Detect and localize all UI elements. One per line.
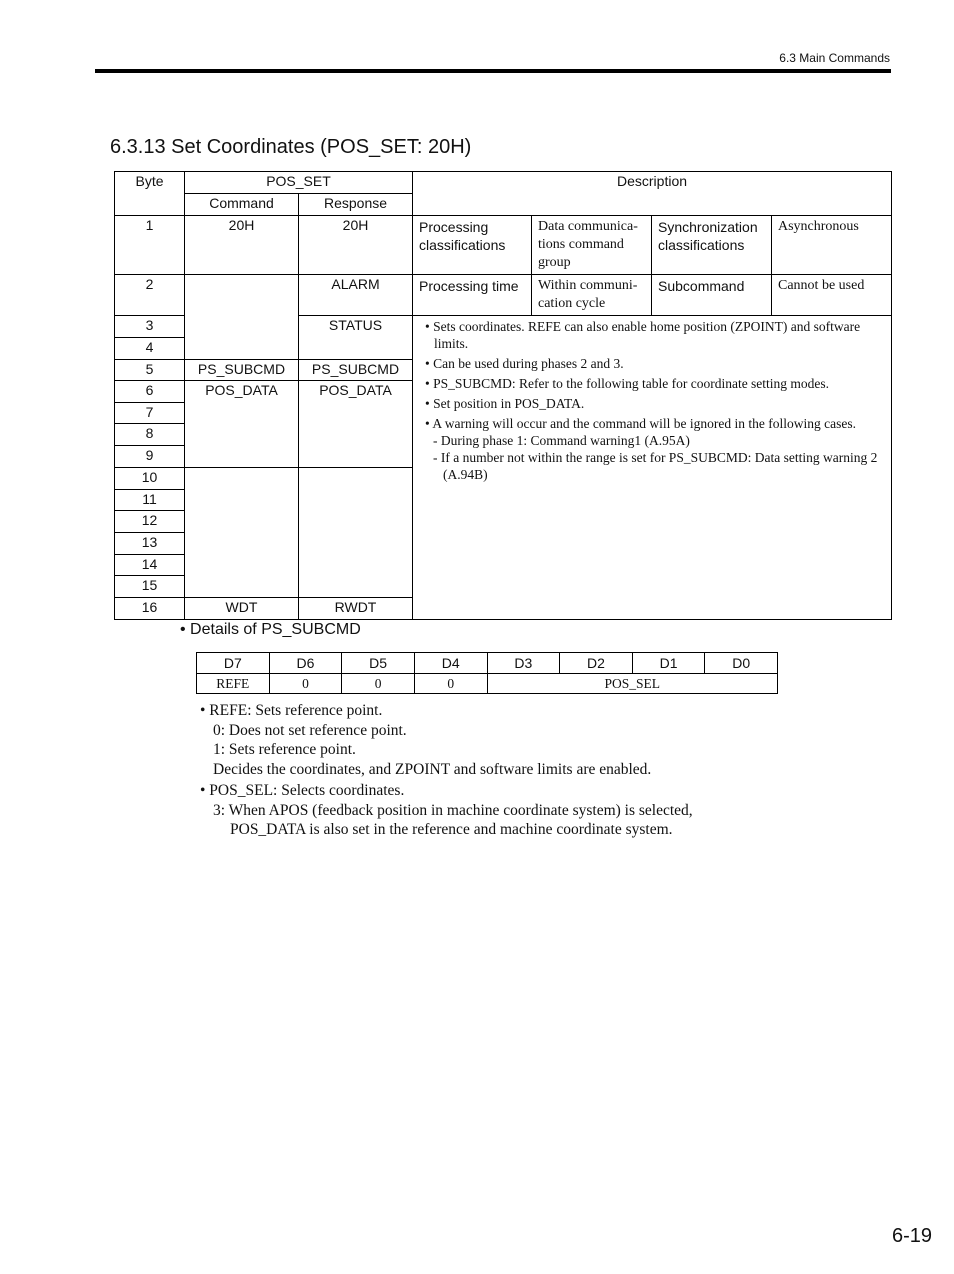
- proc-time-label: Processing time: [413, 275, 532, 316]
- ps-subcmd-bit-table: [196, 652, 778, 694]
- command-cell: 20H: [185, 216, 299, 275]
- description-subitem: - If a number not within the range is set for PS_SUBCMD: Data setting warning 2 (A.94B): [433, 450, 878, 482]
- response-header: Response: [299, 194, 413, 216]
- byte-cell: 9: [115, 446, 185, 468]
- section-title: 6.3.13 Set Coordinates (POS_SET: 20H): [110, 136, 472, 158]
- subcommand-label: Subcommand: [652, 275, 772, 316]
- response-cell: STATUS: [299, 316, 413, 360]
- description-bullet: • Can be used during phases 2 and 3.: [425, 356, 624, 371]
- command-header: Command: [185, 194, 299, 216]
- byte-cell: 16: [115, 598, 185, 620]
- note-line: • REFE: Sets reference point.: [200, 702, 383, 719]
- byte-cell: 5: [115, 360, 185, 381]
- bit-header: D1: [632, 653, 705, 674]
- note-line: Decides the coordinates, and ZPOINT and software limits are enabled.: [213, 761, 652, 779]
- bit-header: D7: [197, 653, 270, 674]
- bit-header: D6: [269, 653, 342, 674]
- pos-set-header: POS_SET: [185, 172, 413, 194]
- byte-cell: 15: [115, 576, 185, 598]
- response-cell: ALARM: [299, 275, 413, 316]
- byte-cell: 4: [115, 338, 185, 360]
- byte-cell: 12: [115, 511, 185, 533]
- sync-class-label: Synchronization classifications: [652, 216, 772, 275]
- description-bullet: • Sets coordinates. REFE can also enable home position (ZPOINT) and software limits.: [425, 319, 861, 351]
- description-bullet: • PS_SUBCMD: Refer to the following table for coordinate setting modes.: [425, 376, 830, 391]
- header-rule: [95, 69, 891, 73]
- response-cell: RWDT: [299, 598, 413, 620]
- proc-class-label: Processing classifications: [413, 216, 532, 275]
- description-header: Description: [413, 172, 892, 216]
- proc-class-value: Data communica-tions command group: [532, 216, 652, 275]
- bit-value-refe: REFE: [197, 674, 270, 694]
- byte-cell: 7: [115, 403, 185, 424]
- command-cell: PS_SUBCMD: [185, 360, 299, 381]
- note-line: • POS_SEL: Selects coordinates.: [200, 781, 405, 799]
- byte-cell: 14: [115, 555, 185, 576]
- note-line: 1: Sets reference point.: [213, 741, 356, 759]
- byte-cell: 6: [115, 381, 185, 403]
- byte-cell: 10: [115, 468, 185, 490]
- command-cell-empty: [185, 275, 299, 360]
- command-cell: WDT: [185, 598, 299, 620]
- response-cell: POS_DATA: [299, 381, 413, 468]
- description-bullet: • A warning will occur and the command will be ignored in the following cases.: [425, 416, 857, 431]
- proc-time-value: Within communi-cation cycle: [532, 275, 652, 316]
- bit-header: D3: [487, 653, 560, 674]
- bit-header: D0: [705, 653, 778, 674]
- description-cell: [413, 316, 892, 620]
- byte-cell: 3: [115, 316, 185, 338]
- note-line: POS_DATA is also set in the reference and machine coordinate system.: [230, 821, 673, 839]
- description-subitem: - During phase 1: Command warning1 (A.95A): [433, 433, 690, 448]
- bit-value: 0: [414, 674, 487, 694]
- byte-cell: 1: [115, 216, 185, 275]
- bit-value: 0: [269, 674, 342, 694]
- command-cell-empty: [185, 468, 299, 598]
- bit-header: D2: [560, 653, 633, 674]
- response-cell: PS_SUBCMD: [299, 360, 413, 381]
- notes: [200, 701, 693, 840]
- response-cell: 20H: [299, 216, 413, 275]
- subcommand-value: Cannot be used: [772, 275, 892, 316]
- bit-value: 0: [342, 674, 415, 694]
- note-line: 0: Does not set reference point.: [213, 721, 407, 739]
- bit-header: D5: [342, 653, 415, 674]
- byte-cell: 8: [115, 424, 185, 446]
- byte-header: Byte: [115, 172, 185, 216]
- description-bullet: • Set position in POS_DATA.: [425, 396, 585, 411]
- running-header: 6.3 Main Commands: [779, 51, 890, 65]
- response-cell-empty: [299, 468, 413, 598]
- sync-class-value: Asynchronous: [772, 216, 892, 275]
- command-cell: POS_DATA: [185, 381, 299, 468]
- bit-value-pos-sel: POS_SEL: [487, 674, 778, 694]
- note-line: 3: When APOS (feedback position in machine coordinate system) is selected,: [213, 801, 693, 819]
- bit-header: D4: [414, 653, 487, 674]
- byte-cell: 11: [115, 490, 185, 511]
- byte-cell: 13: [115, 533, 185, 555]
- page-number: 6-19: [891, 1225, 932, 1247]
- details-label: • Details of PS_SUBCMD: [180, 621, 361, 638]
- command-table: [114, 171, 892, 620]
- byte-cell: 2: [115, 275, 185, 316]
